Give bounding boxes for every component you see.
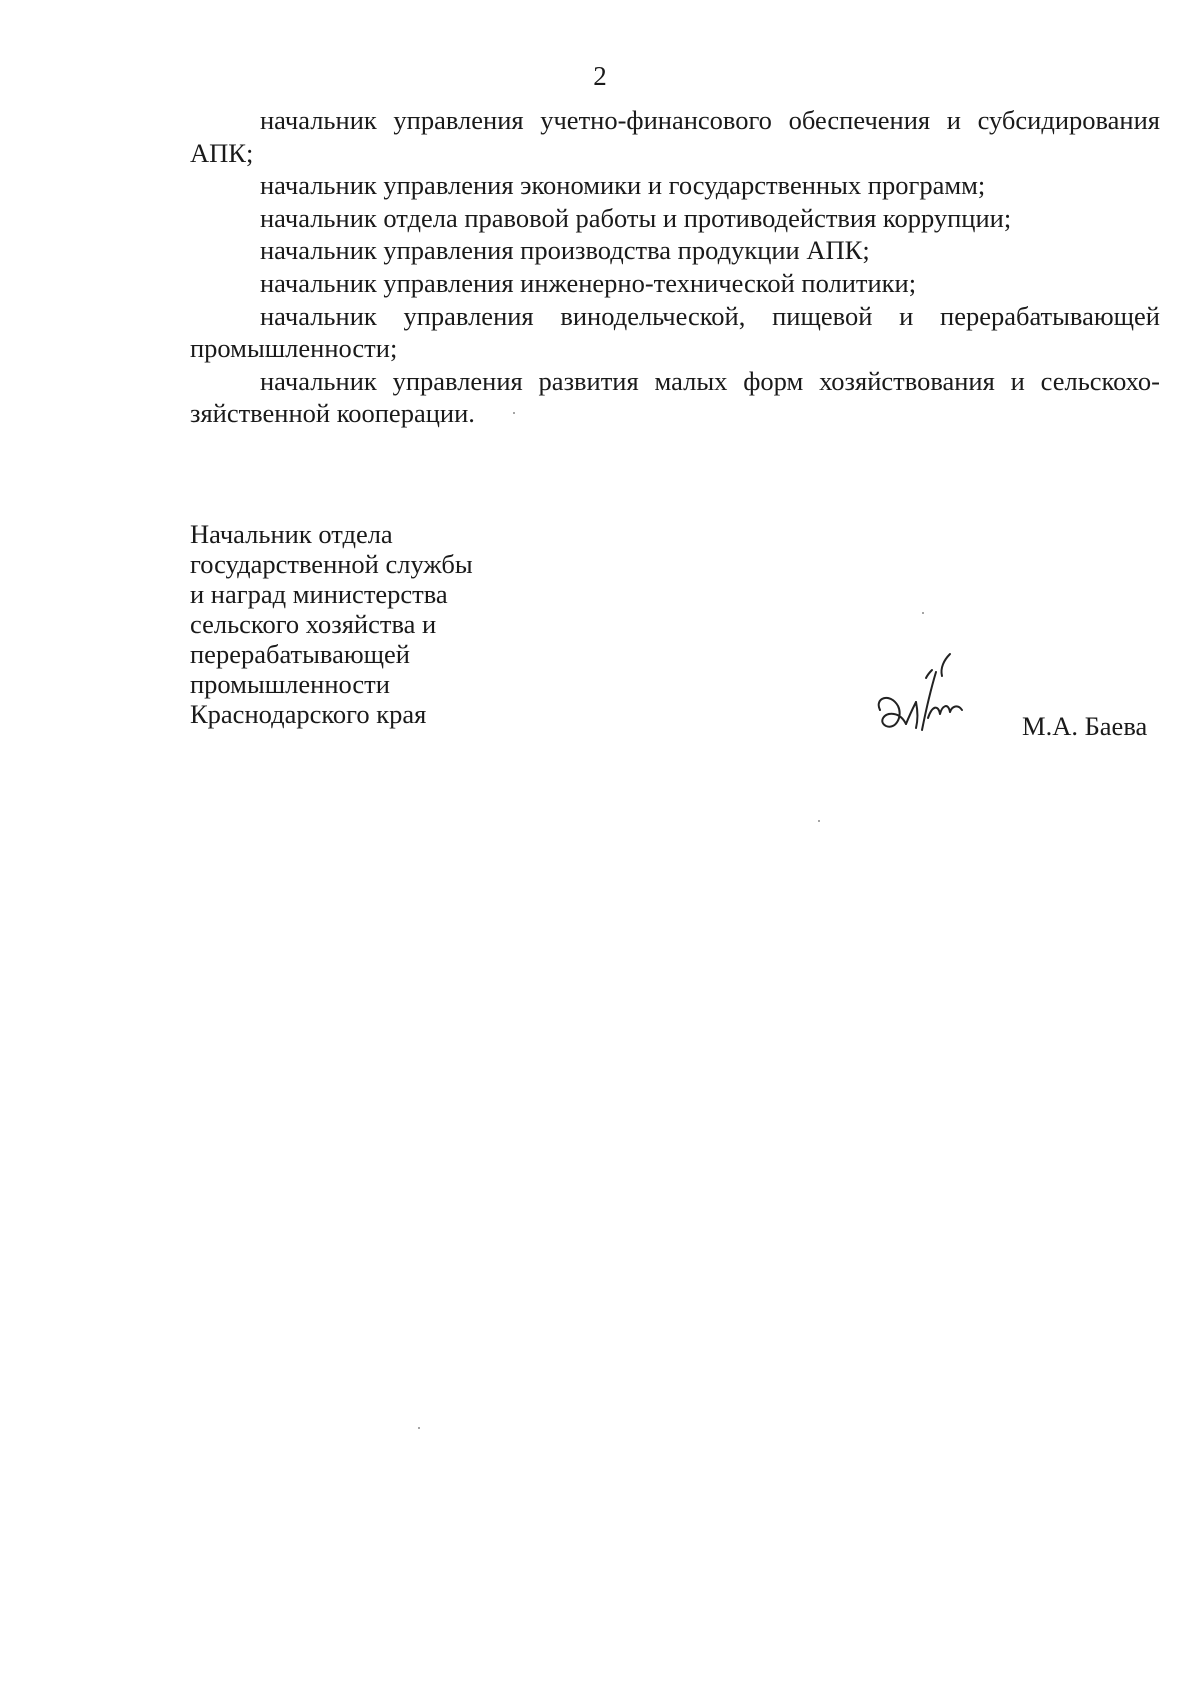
- list-item: начальник управления развития малых форм хозяйствования и сельскохо-зяйственной кооперации.: [190, 365, 1160, 429]
- list-item: начальник управления учетно-финансового обеспечения и субсидирования АПК;: [190, 105, 1160, 168]
- scan-speck: [922, 612, 924, 614]
- list-item: начальник отдела правовой работы и противодействия коррупции;: [260, 202, 1012, 233]
- list-item: начальник управления винодельческой, пищевой и перерабатывающей промышленности;: [190, 300, 1160, 364]
- recipient-list: [190, 104, 1160, 430]
- signatory-title-line: Краснодарского края: [190, 699, 427, 729]
- signer-name: М.А. Баева: [1022, 711, 1148, 741]
- scan-speck: [513, 412, 515, 414]
- signatory-title-line: перерабатывающей: [190, 639, 410, 669]
- signatory-title-line: государственной службы: [190, 549, 473, 579]
- signatory-title-line: сельского хозяйства и: [190, 609, 437, 639]
- list-item: начальник управления инженерно-технической политики;: [260, 267, 917, 298]
- signatory-title-line: промышленности: [190, 669, 390, 699]
- scan-speck: [418, 1427, 420, 1429]
- handwritten-signature: [870, 648, 990, 748]
- list-item: начальник управления экономики и государственных программ;: [260, 170, 986, 201]
- signatory-title-line: Начальник отдела: [190, 519, 393, 549]
- scan-speck: [818, 820, 820, 822]
- signatory-title: [190, 519, 473, 729]
- list-item: начальник управления производства продукции АПК;: [260, 235, 870, 266]
- page-number: 2: [593, 61, 607, 91]
- signatory-title-line: и наград министерства: [190, 579, 448, 609]
